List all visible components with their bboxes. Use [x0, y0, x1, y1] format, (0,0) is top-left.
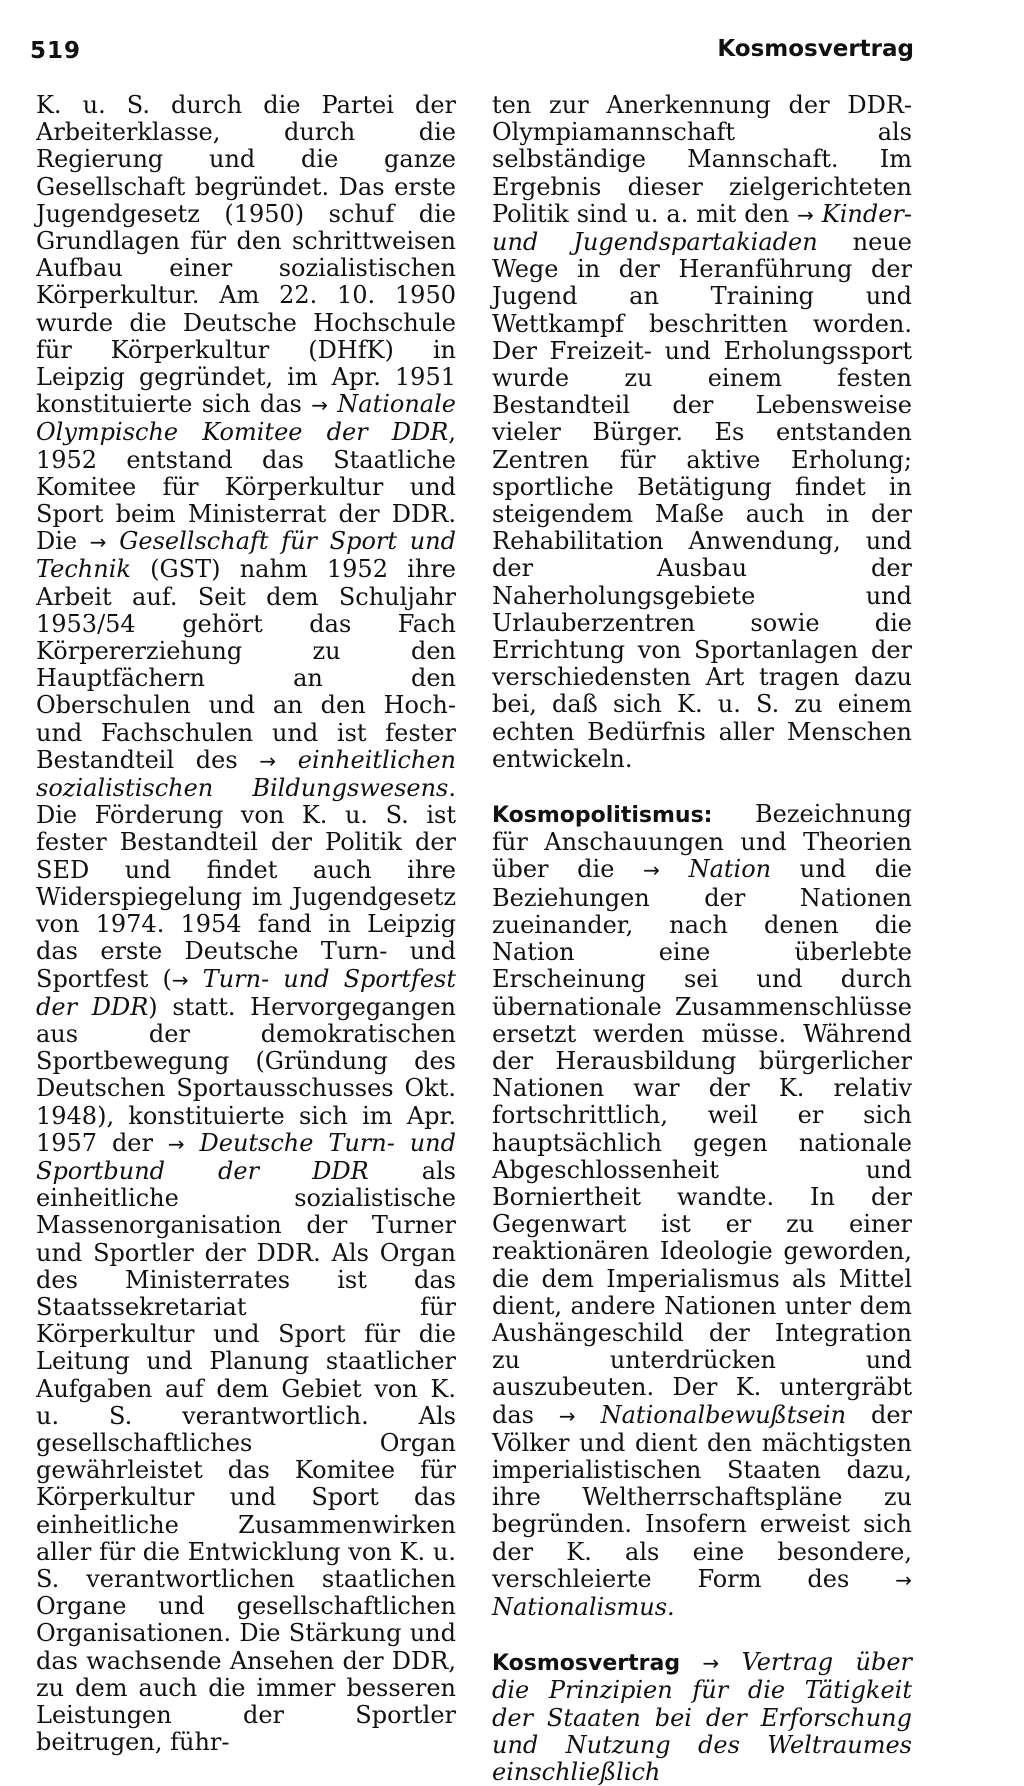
- cross-reference: Gesellschaft für Sport und Technik: [36, 527, 456, 584]
- cross-reference: Nationalbewußtsein: [600, 1400, 847, 1429]
- cross-reference: Nationale Olympische Komitee der DDR: [36, 390, 456, 447]
- entry-text: [36, 92, 456, 1756]
- text-segment: und die Beziehungen der Nationen zueinander, nach denen die Nation eine überlebte Erscheinung sei und durch übernationale Zusammenschlüsse ersetzt werden müsse. Während der Herausbildung bürgerlicher Nationen war der K. relativ fortschrittlich, weil er sich hauptsächlich gegen nationale Abgeschlossenheit und Borniertheit wandte. In der Gegenwart ist er zu einer reaktionären Ideologie geworden, die dem Imperialismus als Mittel dient, andere Nationen unter dem Aushängeschild der Integration zu unterdrücken und auszubeuten. Der K. untergräbt das: [492, 855, 912, 1429]
- cross-reference: Turn- und Sportfest der DDR: [36, 964, 456, 1021]
- arrow-icon: →: [89, 530, 107, 555]
- text-segment: Bezeichnung für Anschauungen und Theorien über die: [492, 800, 912, 884]
- cross-reference: einheitlichen sozialistischen Bildungswesens: [36, 745, 456, 803]
- cross-reference: Vertrag über die Prinzipien für die Tätigkeit der Staaten bei der Erforschung und Nutzung des Weltraumes einschließlich: [492, 1648, 912, 1786]
- entry-kosmosvertrag: [492, 1649, 912, 1786]
- entry-text: [492, 92, 912, 773]
- arrow-icon: →: [259, 748, 277, 773]
- text-segment: K. u. S. durch die Partei der Arbeiterklasse, durch die Regierung und die ganze Gesellschaft begründet. Das erste Jugendgesetz (1950) schuf die Grundlagen für den schrittweisen Aufbau einer sozialistischen Körperkultur. Am 22. 10. 1950 wurde die Deutsche Hochschule für Körperkultur (DHfK) in Leipzig gegründet, im Apr. 1951 konstituierte sich das: [36, 91, 456, 419]
- entry-kosmopolitismus: [492, 801, 912, 1621]
- text-segment: , 1952 entstand das Staatliche Komitee für Körperkultur und Sport beim Ministerrat der DDR. Die: [36, 418, 456, 556]
- entry-headword: Kosmosvertrag: [492, 1651, 681, 1677]
- cross-reference: Deutsche Turn- und Sportbund der DDR: [36, 1128, 456, 1185]
- arrow-icon: →: [643, 858, 660, 883]
- text-segment: ) statt. Hervorgegangen aus der demokratischen Sportbewegung (Gründung des Deutschen Sportausschusses Okt. 1948), konstituierte sich im Apr. 1957 der: [36, 992, 456, 1157]
- arrow-icon: →: [702, 1651, 720, 1676]
- page-number: 519: [30, 38, 82, 64]
- text-segment: . Die Förderung von K. u. S. ist fester Bestandteil der Politik der SED und findet auch ihre Widerspiegelung im Jugendgesetz von 1974. 1954 fand in Leipzig das erste Deutsche Turn- und Sportfest (: [36, 774, 456, 993]
- cross-reference: Nationalismus.: [492, 1592, 675, 1621]
- cross-reference: Nation: [688, 855, 772, 884]
- arrow-icon: →: [797, 202, 814, 227]
- cross-reference: Kinder- und Jugendspartakiaden: [492, 199, 912, 257]
- running-head: Kosmosvertrag: [717, 36, 914, 62]
- text-segment: (GST) nahm 1952 ihre Arbeit auf. Seit dem Schuljahr 1953/54 gehört das Fach Körpererziehung zu den Hauptfächern an den Oberschulen und an den Hoch- und Fachschulen und ist fester Bestandteil des: [36, 555, 456, 774]
- arrow-icon: →: [167, 1131, 185, 1156]
- right-column: [492, 92, 912, 1786]
- arrow-icon: →: [311, 393, 328, 418]
- arrow-icon: →: [558, 1403, 576, 1428]
- left-column: [36, 92, 456, 1756]
- arrow-icon: →: [171, 967, 189, 992]
- text-segment: neue Wege in der Heranführung der Jugend an Training und Wettkampf beschritten worden. Der Freizeit- und Erholungssport wurde zu einem festen Bestandteil der Lebensweise vieler Bürger. Es entstanden Zentren für aktive Erholung; sportliche Betätigung findet in steigendem Maße auch in der Rehabilitation Anwendung, und der Ausbau der Naherholungsgebiete und Urlauberzentren sowie die Errichtung von Sportanlagen der verschiedensten Art tragen dazu bei, daß sich K. u. S. zu einem echten Bedürfnis aller Menschen entwickeln.: [492, 228, 912, 773]
- arrow-icon: →: [895, 1567, 912, 1592]
- text-segment: als einheitliche sozialistische Massenorganisation der Turner und Sportler der DDR. Als Organ des Ministerrates ist das Staatssekretariat für Körperkultur und Sport für die Leitung und Planung staatlicher Aufgaben auf dem Gebiet von K. u. S. verantwortlich. Als gesellschaftliches Organ gewährleistet das Komitee für Körperkultur und Sport das einheitliche Zusammenwirken aller für die Entwicklung von K. u. S. verantwortlichen staatlichen Organe und gesellschaftlichen Organisationen. Die Stärkung und das wachsende Ansehen der DDR, zu dem auch die immer besseren Leistungen der Sportler beitrugen, führ-: [36, 1156, 456, 1757]
- text-segment: der Völker und dient den mächtigsten imperialistischen Staaten dazu, ihre Weltherrschaftspläne zu begründen. Insofern erweist sich der K. als eine besondere, verschleierte Form des: [492, 1400, 912, 1593]
- entry-headword: Kosmopolitismus:: [492, 803, 713, 829]
- text-segment: ten zur Anerkennung der DDR-Olympiamannschaft als selbständige Mannschaft. Im Ergebnis dieser zielgerichteten Politik sind u. a. mit den: [492, 91, 912, 228]
